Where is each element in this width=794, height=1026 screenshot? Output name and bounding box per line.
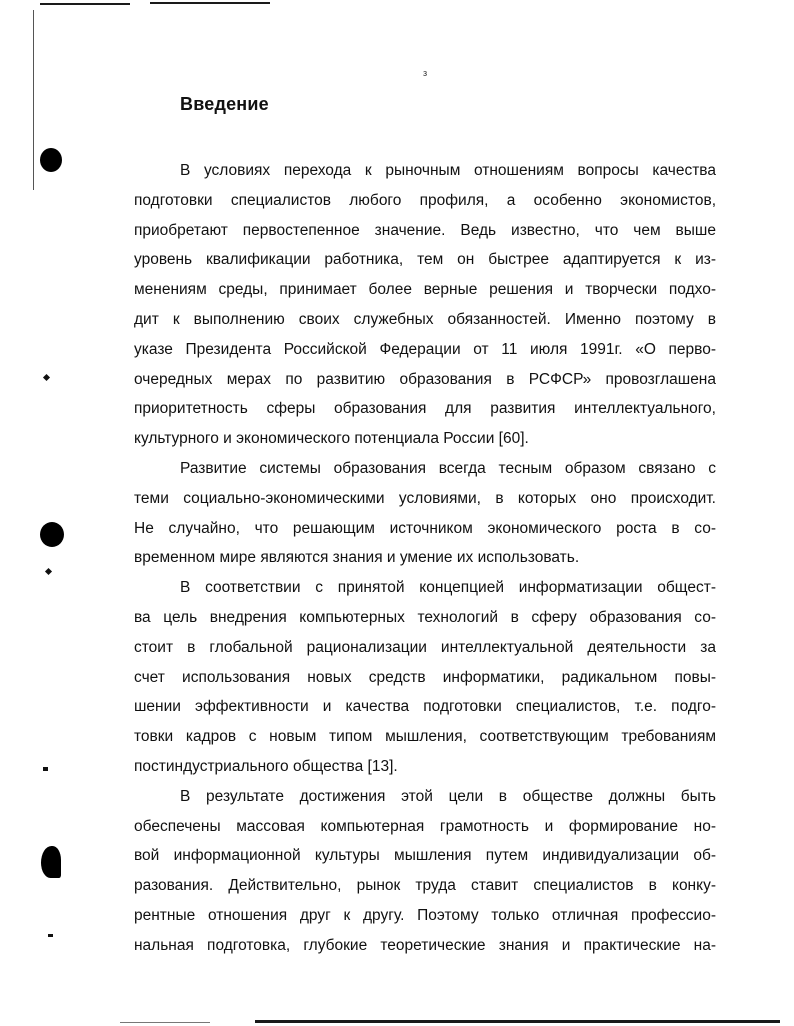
text-line: нальная подготовка, глубокие теоретические знания и практические на- xyxy=(134,936,716,954)
text-line: менениям среды, принимает более верные решения и творчески подхо- xyxy=(134,281,716,299)
text-line: временном мире являются знания и умение их использовать. xyxy=(134,549,580,567)
text-line: стоит в глобальной рационализации интеллектуальной деятельности за xyxy=(134,638,716,656)
text-line: постиндустриального общества [13]. xyxy=(134,757,398,775)
text-line: рентные отношения друг к другу. Поэтому только отличная профессио- xyxy=(134,906,716,924)
text-line: приобретают первостепенное значение. Ведь известно, что чем выше xyxy=(134,221,716,239)
text-line: В результате достижения этой цели в обществе должны быть xyxy=(180,787,716,805)
margin-speck xyxy=(43,767,48,771)
margin-speck xyxy=(43,374,50,381)
text-line: счет использования новых средств информатики, радикальном повы- xyxy=(134,668,716,686)
section-heading: Введение xyxy=(180,94,269,114)
text-line: теми социально-экономическими условиями, в которых оно происходит. xyxy=(134,489,716,507)
text-line: уровень квалификации работника, тем он быстрее адаптируется к из- xyxy=(134,251,716,269)
text-line: разования. Действительно, рынок труда ставит специалистов в конку- xyxy=(134,877,716,895)
text-line: очередных мерах по развитию образования в РСФСР» провозглашена xyxy=(134,370,716,388)
text-line: дит к выполнению своих служебных обязанностей. Именно поэтому в xyxy=(134,310,716,328)
body-text xyxy=(134,156,716,961)
text-line: В соответствии с принятой концепцией информатизации общест- xyxy=(180,579,716,597)
text-line: указе Президента Российской Федерации от 11 июля 1991г. «О перво- xyxy=(134,340,716,358)
scan-artifact-top-line xyxy=(150,2,270,4)
text-line: Не случайно, что решающим источником экономического роста в со- xyxy=(134,519,716,537)
scan-artifact-bottom-line xyxy=(255,1020,780,1023)
text-line: подготовки специалистов любого профиля, а особенно экономистов, xyxy=(134,191,716,209)
margin-speck xyxy=(45,568,52,575)
text-line: шении эффективности и качества подготовки специалистов, т.е. подго- xyxy=(134,698,716,716)
text-line: приоритетность сферы образования для развития интеллектуального, xyxy=(134,400,716,418)
punch-hole-mark xyxy=(40,148,62,172)
scan-artifact-left-edge xyxy=(33,10,34,190)
text-line: обеспечены массовая компьютерная грамотность и формирование но- xyxy=(134,817,716,835)
text-line: В условиях перехода к рыночным отношениям вопросы качества xyxy=(180,162,716,179)
text-line: товки кадров с новым типом мышления, соответствующим требованиям xyxy=(134,728,716,746)
page-marker: з xyxy=(423,68,428,78)
text-line: вой информационной культуры мышления путем индивидуализации об- xyxy=(134,847,716,865)
margin-speck xyxy=(48,934,53,937)
scan-artifact-bottom-line xyxy=(120,1022,210,1023)
scan-artifact-top-line xyxy=(40,3,130,5)
text-line: Развитие системы образования всегда тесным образом связано с xyxy=(180,459,716,477)
punch-hole-mark xyxy=(41,846,61,878)
punch-hole-mark xyxy=(40,522,64,547)
text-line: культурного и экономического потенциала России [60]. xyxy=(134,430,529,448)
text-line: ва цель внедрения компьютерных технологий в сферу образования со- xyxy=(134,608,716,626)
